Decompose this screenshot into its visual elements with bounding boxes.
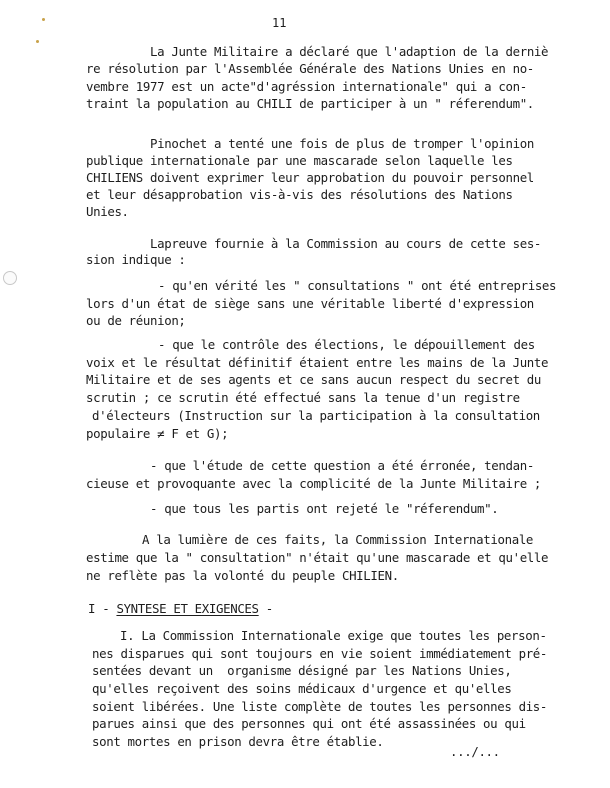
paragraph-5-line-2: voix et le résultat définitif étaient entre les mains de la Junte (86, 355, 549, 370)
paragraph-1-line-4: traint la population au CHILI de participer à un " réferendum". (86, 96, 534, 111)
paragraph-9-line-6: parues ainsi que des personnes qui ont été assassinées ou qui (92, 716, 526, 731)
paragraph-9-line-1: I. La Commission Internationale exige que toutes les person- (120, 628, 547, 643)
paragraph-1-line-2: re résolution par l'Assemblée Générale des Nations Unies en no- (86, 61, 534, 76)
paragraph-7-line-1: - que tous les partis ont rejeté le "réferendum". (150, 501, 499, 516)
paragraph-9-line-5: soient libérées. Une liste complète de toutes les personnes dis- (92, 699, 548, 714)
section-heading (88, 601, 273, 616)
paragraph-5-line-6: populaire ≠ F et G); (86, 426, 229, 441)
paragraph-8-line-3: ne reflète pas la volonté du peuple CHILIEN. (86, 568, 399, 583)
section-heading-number: I - (88, 601, 117, 616)
paragraph-2-line-5: Unies. (86, 204, 129, 219)
paragraph-2-line-4: et leur désapprobation vis-à-vis des résolutions des Nations (86, 187, 513, 202)
paragraph-6-line-2: cieuse et provoquante avec la complicité de la Junte Militaire ; (86, 476, 542, 491)
paragraph-4-line-1: - qu'en vérité les " consultations " ont été entreprises (158, 278, 557, 293)
paragraph-9-line-2: nes disparues qui sont toujours en vie soient immédiatement pré- (92, 646, 548, 661)
paragraph-2-line-1: Pinochet a tenté une fois de plus de tromper l'opinion (150, 136, 534, 151)
paragraph-5-line-3: Militaire et de ses agents et ce sans aucun respect du secret du (86, 372, 542, 387)
paragraph-5-line-5: d'électeurs (Instruction sur la participation à la consultation (92, 408, 540, 423)
ink-speck (42, 18, 45, 21)
paragraph-2-line-3: CHILIENS doivent exprimer leur approbation du pouvoir personnel (86, 170, 534, 185)
paragraph-9-line-3: sentées devant un organisme désigné par les Nations Unies, (92, 663, 512, 678)
paragraph-2-line-2: publique internationale par une mascarade selon laquelle les (86, 153, 513, 168)
paragraph-1-line-1: La Junte Militaire a déclaré que l'adaption de la derniè (150, 44, 549, 59)
punch-hole (3, 271, 17, 285)
paragraph-5-line-4: scrutin ; ce scrutin été effectué sans la tenue d'un registre (86, 390, 520, 405)
paragraph-1-line-3: vembre 1977 est un acte"d'agréssion internationale" qui a con- (86, 79, 527, 94)
section-heading-suffix: - (258, 601, 273, 616)
section-heading-title: SYNTESE ET EXIGENCES (116, 601, 259, 616)
paragraph-3-line-1: Lapreuve fournie à la Commission au cours de cette ses- (150, 236, 542, 251)
continuation-mark: .../... (450, 744, 500, 759)
paragraph-9-line-4: qu'elles reçoivent des soins médicaux d'urgence et qu'elles (92, 681, 512, 696)
ink-speck (36, 40, 39, 43)
paragraph-8-line-1: A la lumière de ces faits, la Commission Internationale (142, 532, 534, 547)
paragraph-9-line-7: sont mortes en prison devra être établie. (92, 734, 384, 749)
paragraph-4-line-3: ou de réunion; (86, 313, 186, 328)
paragraph-6-line-1: - que l'étude de cette question a été érronée, tendan- (150, 458, 534, 473)
paragraph-3-line-2: sion indique : (86, 252, 186, 267)
paragraph-4-line-2: lors d'un état de siège sans une véritable liberté d'expression (86, 296, 534, 311)
page-number: 11 (272, 16, 287, 30)
paragraph-8-line-2: estime que la " consultation" n'était qu'une mascarade et qu'elle (86, 550, 549, 565)
paragraph-5-line-1: - que le contrôle des élections, le dépouillement des (158, 337, 535, 352)
